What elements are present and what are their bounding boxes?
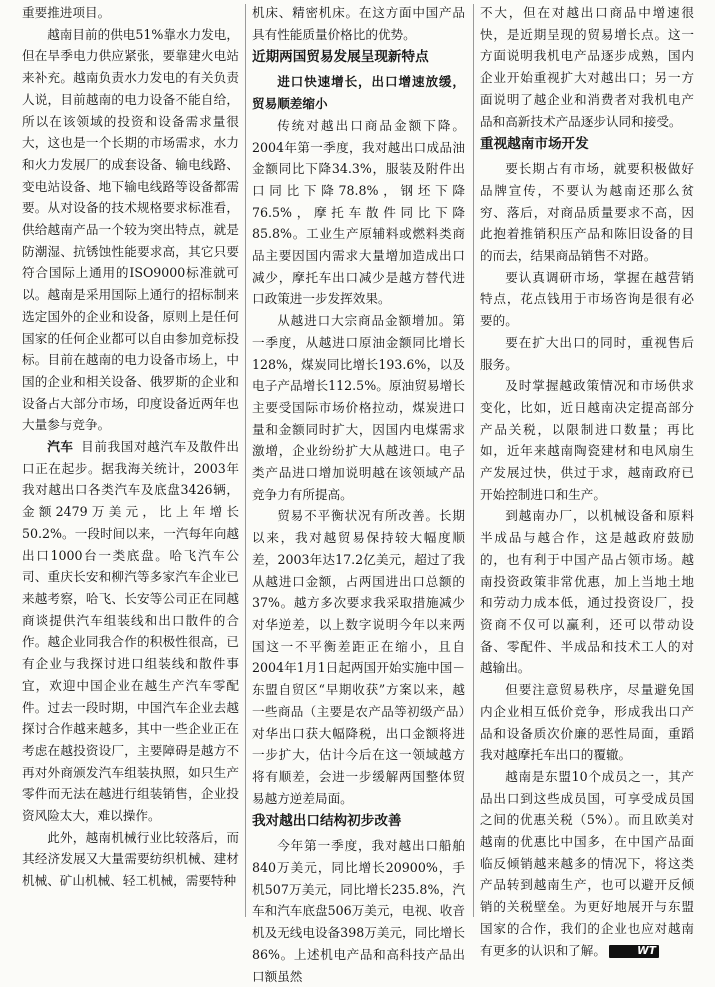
column-divider <box>245 4 246 917</box>
paragraph-text: 越南是东盟10个成员之一，其产品出口到这些成员国，可享受成员国之间的优惠关税（5%）。而且欧美对越南的优惠比中国多，在中国产品面临反倾销越来越多的情况下，将这类产品转到越南生产，也可以避开反倾销的关税壁垒。为更好地展开与东盟国家的合作，我们的企业也应对越南有更多的认识和了解。 <box>480 768 694 958</box>
paragraph: 从越进口大宗商品金额增加。第一季度，从越进口原油金额同比增长128%，煤炭同比增长193.6%，以及电子产品增长112.5%。原油贸易增长主要受国际市场价格拉动，煤炭进口量和金额同时扩大，因国内电煤需求激增，企业纷纷扩大从越进口。电子类产品进口增加说明越在该领域产品竞争力有所提高。 <box>252 313 465 502</box>
paragraph <box>480 766 694 961</box>
paragraph: 机床、精密机床。在这方面中国产品具有性能质量价格比的优势。 <box>252 5 465 42</box>
paragraph: 传统对越出口商品金额下降。2004年第一季度，我对越出口成品油金额同比下降34.3%，服装及附件出口同比下降78.8%，钢坯下降76.5%，摩托车散件同比下降85.8%。工业生产原辅料或燃料类商品主要因国内需求大量增加造成出口减少，摩托车出口减少是越方替代进口政策进一步发挥效果。 <box>252 117 465 307</box>
section-heading: 我对越出口结构初步改善 <box>252 813 402 830</box>
paragraph-lead-word: 汽车 <box>47 439 74 455</box>
column-3 <box>480 2 694 958</box>
paragraph: 贸易不平衡状况有所改善。长期以来，我对越贸易保持较大幅度顺差，2003年达17.2亿美元，超过了我从越进口金额，占两国进出口总额的37%。越方多次要求我采取措施减少对华逆差，以上数字说明今年以来两国这一不平衡差距正在缩小，且自2004年1月1日起两国开始实施中国－东盟自贸区“早期收获”方案以来，越一些商品（主要是农产品等初级产品）对华出口获大幅降税，出口金额将进一步扩大，估计今后在这一领域越方将有顺差，会进一步缓解两国整体贸易越方逆差局面。 <box>252 508 465 806</box>
section-heading: 重视越南市场开发 <box>480 136 589 153</box>
column-2 <box>252 2 465 984</box>
paragraph: 及时掌握越政策情况和市场供求变化，比如，近日越南决定提高部分产品关税，以限制进口数量；再比如，近年来越南陶瓷建材和电风扇生产发展过快，供过于求，越南政府已开始控制进口和生产。 <box>480 378 694 502</box>
end-mark-logo: WT <box>609 945 659 958</box>
paragraph: 但要注意贸易秩序，尽量避免国内企业相互低价竞争，形成我出口产品和设备质次价廉的恶性局面，重蹈我对越摩托车出口的覆辙。 <box>480 682 694 763</box>
paragraph <box>22 436 239 827</box>
paragraph: 越南目前的供电51%靠水力发电，但在旱季电力供应紧张，要靠建火电站来补充。越南负责水力发电的有关负责人说，目前越南的电力设备不能自给，所以在该领域的投资和设备需求量很大，这也是一个长期的市场需求，水力和火力发展厂的成套设备、输电线路、变电站设备、地下输电线路等设备都需要。从对设备的技术规格要求标准看，供给越南产品一个较为突出特点，就是防潮湿、抗锈蚀性能要求高，其它只要符合国际上通用的ISO9000标准就可以。越南是采用国际上通行的招标制来选定国外的企业和设备，原则上是任何国家的任何企业都可以自由参加竞标投标。目前在越南的电力设备市场上，中国的企业和相关设备、俄罗斯的企业和设备占大部分市场，印度设备近两年也大量参与竞争。 <box>22 26 239 433</box>
paragraph: 此外，越南机械行业比较落后，而其经济发展又大量需要纺织机械、建材机械、矿山机械、轻工机械，需要特种 <box>22 829 239 889</box>
paragraph: 重要推进项目。 <box>22 5 111 20</box>
paragraph-text: 目前我国对越汽车及散件出口正在起步。据我海关统计，2003年我对越出口各类汽车及底盘3426辆，金额2479万美元，比上年增长50.2%。一段时间以来，一汽每年向越出口1000台一类底盘。哈飞汽车公司、重庆长安和柳汽等多家汽车企业已来越考察，哈飞、长安等公司正在同越商谈提供汽车组装线和出口散件的合作。越企业同我合作的积极性很高，已有企业与我探讨进口组装线和散件事宜，欢迎中国企业在越生产汽车零配件。过去一段时期，中国汽车企业去越探讨合作越来越多，其中一些企业正在考虑在越投资设厂，主要障碍是越方不再对外商颁发汽车组装执照，如只生产零件而无法在越进行组装销售，企业投资风险太大，难以操作。 <box>22 439 240 824</box>
section-subheading: 进口快速增长，出口增速放缓，贸易顺差缩小 <box>252 74 465 112</box>
paragraph: 到越南办厂，以机械设备和原料半成品与越合作，这是越政府鼓励的，也有利于中国产品占领市场。越南投资政策非常优惠，加上当地土地和劳动力成本低，通过投资设厂，投资商不仅可以赢利，还可以带动设备、零配件、半成品和技术工人的对越输出。 <box>480 508 694 676</box>
paragraph: 要长期占有市场，就要积极做好品牌宣传，不要认为越南还那么贫穷、落后，对商品质量要求不高，因此抱着推销积压产品和陈旧设备的目的而去，结果商品销售不对路。 <box>480 161 694 264</box>
column-divider <box>473 4 474 917</box>
paragraph: 今年第一季度，我对越出口船舶840万美元，同比增长20900%，手机507万美元，同比增长235.8%，汽车和汽车底盘506万美元，电视、收音机及无线电设备398万美元，同比增长86%。上述机电产品和高科技产品出口额虽然 <box>252 838 465 984</box>
paragraph: 要认真调研市场，掌握在越营销特点，花点钱用于市场咨询是很有必要的。 <box>480 269 694 329</box>
column-1 <box>22 2 239 921</box>
paragraph: 不大，但在对越出口商品中增速很快，是近期呈现的贸易增长点。这一方面说明我机电产品逐步成熟，国内企业开始重视扩大对越出口；另一方面说明了越企业和消费者对我机电产品和高新技术产品逐步认同和接受。 <box>480 5 694 129</box>
paragraph: 要在扩大出口的同时，重视售后服务。 <box>480 334 694 372</box>
section-heading: 近期两国贸易发展呈现新特点 <box>252 49 429 66</box>
